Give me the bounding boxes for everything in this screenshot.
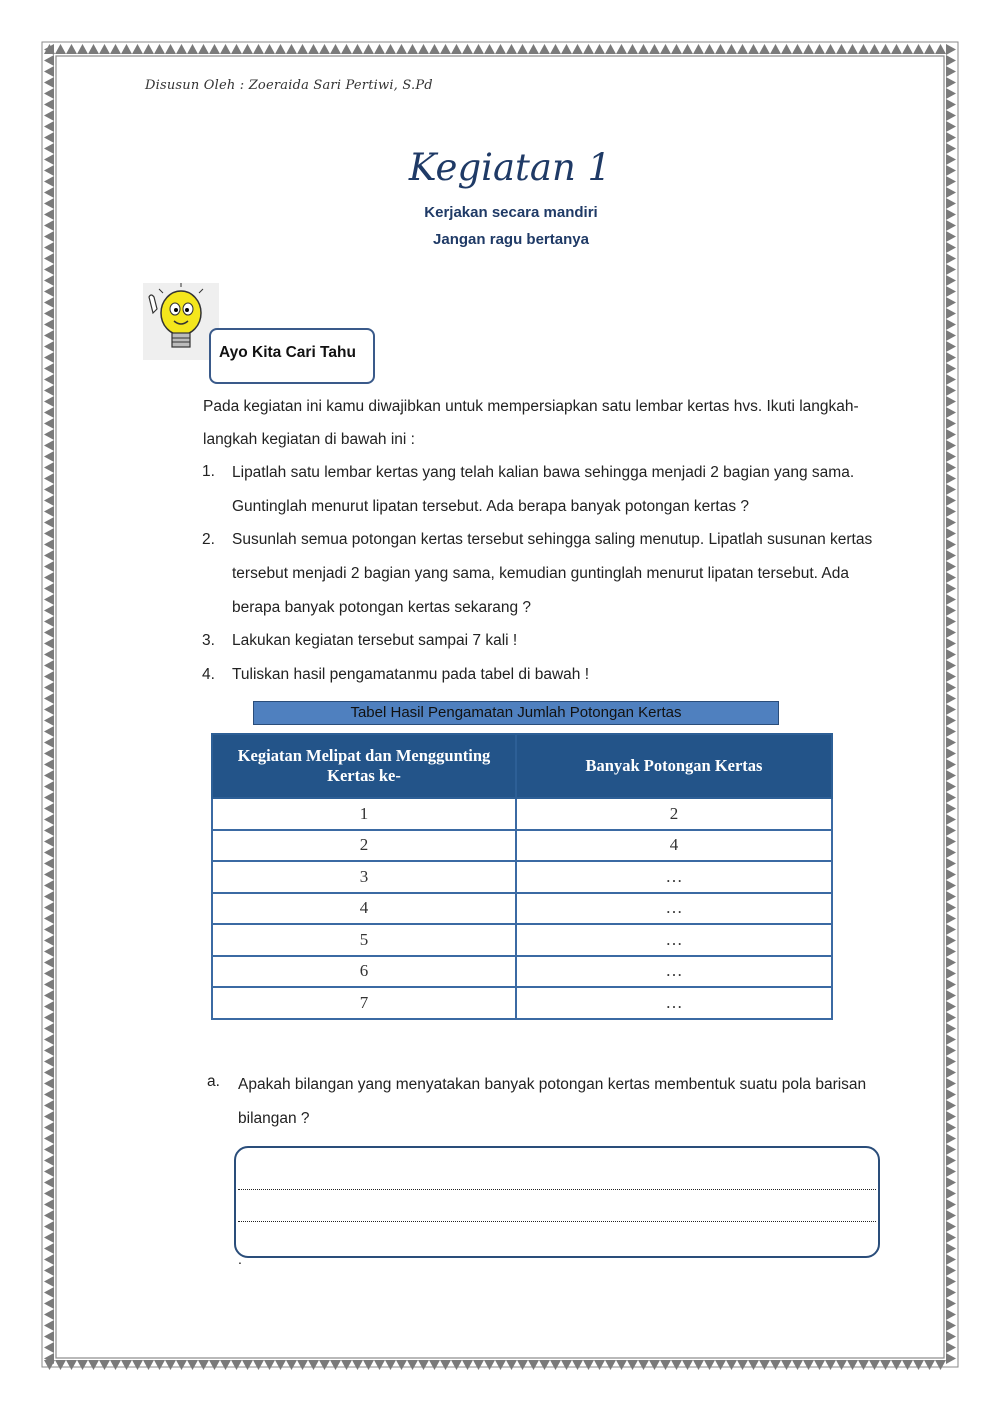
table-header-pieces: Banyak Potongan Kertas (516, 734, 832, 798)
answer-line-1[interactable] (238, 1189, 876, 1190)
step-text-2: Susunlah semua potongan kertas tersebut sehingga saling menutup. Lipatlah susunan kertas tersebut menjadi 2 bagian yang sama, kemudian guntinglah menurut lipatan tersebut. Ada berapa banyak potongan kertas sekarang ? (232, 531, 873, 616)
row-activity: 6 (212, 956, 516, 988)
observation-table (211, 733, 833, 1020)
subtitle-1: Kerjakan secara mandiri (424, 204, 598, 221)
row-pieces[interactable]: … (516, 893, 832, 925)
question-text: Apakah bilangan yang menyatakan banyak potongan kertas membentuk suatu pola barisan bilangan ? (238, 1076, 867, 1127)
subtitle-2: Jangan ragu bertanya (433, 231, 589, 248)
table-row (212, 893, 832, 925)
row-activity: 3 (212, 861, 516, 893)
table-row (212, 861, 832, 893)
step-number-3: 3. (202, 632, 215, 649)
page-title: Kegiatan 1 (408, 146, 612, 189)
row-pieces[interactable]: 4 (516, 830, 832, 862)
step-text-1: Lipatlah satu lembar kertas yang telah kalian bawa sehingga menjadi 2 bagian yang sama. Guntinglah menurut lipatan tersebut. Ada berapa banyak potongan kertas ? (232, 464, 855, 515)
table-caption: Tabel Hasil Pengamatan Jumlah Potongan Kertas (253, 701, 779, 725)
table-row (212, 987, 832, 1019)
table-row (212, 956, 832, 988)
step-text-3: Lakukan kegiatan tersebut sampai 7 kali ! (232, 632, 518, 649)
row-activity: 2 (212, 830, 516, 862)
row-activity: 4 (212, 893, 516, 925)
row-pieces[interactable]: … (516, 861, 832, 893)
answer-box[interactable] (234, 1146, 880, 1258)
answer-end-dot: . (238, 1251, 242, 1267)
table-row (212, 830, 832, 862)
row-activity: 7 (212, 987, 516, 1019)
step-number-1: 1. (202, 463, 215, 480)
table-header-activity: Kegiatan Melipat dan Menggunting Kertas ke- (212, 734, 516, 798)
row-pieces[interactable]: 2 (516, 798, 832, 830)
author-credit: Disusun Oleh : Zoeraida Sari Pertiwi, S.Pd (145, 78, 433, 93)
table-row (212, 924, 832, 956)
lightbulb-icon (143, 283, 219, 360)
intro-text: Pada kegiatan ini kamu diwajibkan untuk mempersiapkan satu lembar kertas hvs. Ikuti langkah-langkah kegiatan di bawah ini : (203, 398, 859, 448)
row-pieces[interactable]: … (516, 987, 832, 1019)
row-pieces[interactable]: … (516, 956, 832, 988)
step-number-2: 2. (202, 531, 215, 548)
step-text-4: Tuliskan hasil pengamatanmu pada tabel di bawah ! (232, 666, 590, 683)
step-number-4: 4. (202, 666, 215, 683)
answer-line-2[interactable] (238, 1221, 876, 1222)
question-label: a. (207, 1073, 220, 1090)
row-pieces[interactable]: … (516, 924, 832, 956)
row-activity: 1 (212, 798, 516, 830)
row-activity: 5 (212, 924, 516, 956)
section-label-box (209, 328, 375, 384)
section-label: Ayo Kita Cari Tahu (219, 344, 356, 361)
table-row (212, 798, 832, 830)
